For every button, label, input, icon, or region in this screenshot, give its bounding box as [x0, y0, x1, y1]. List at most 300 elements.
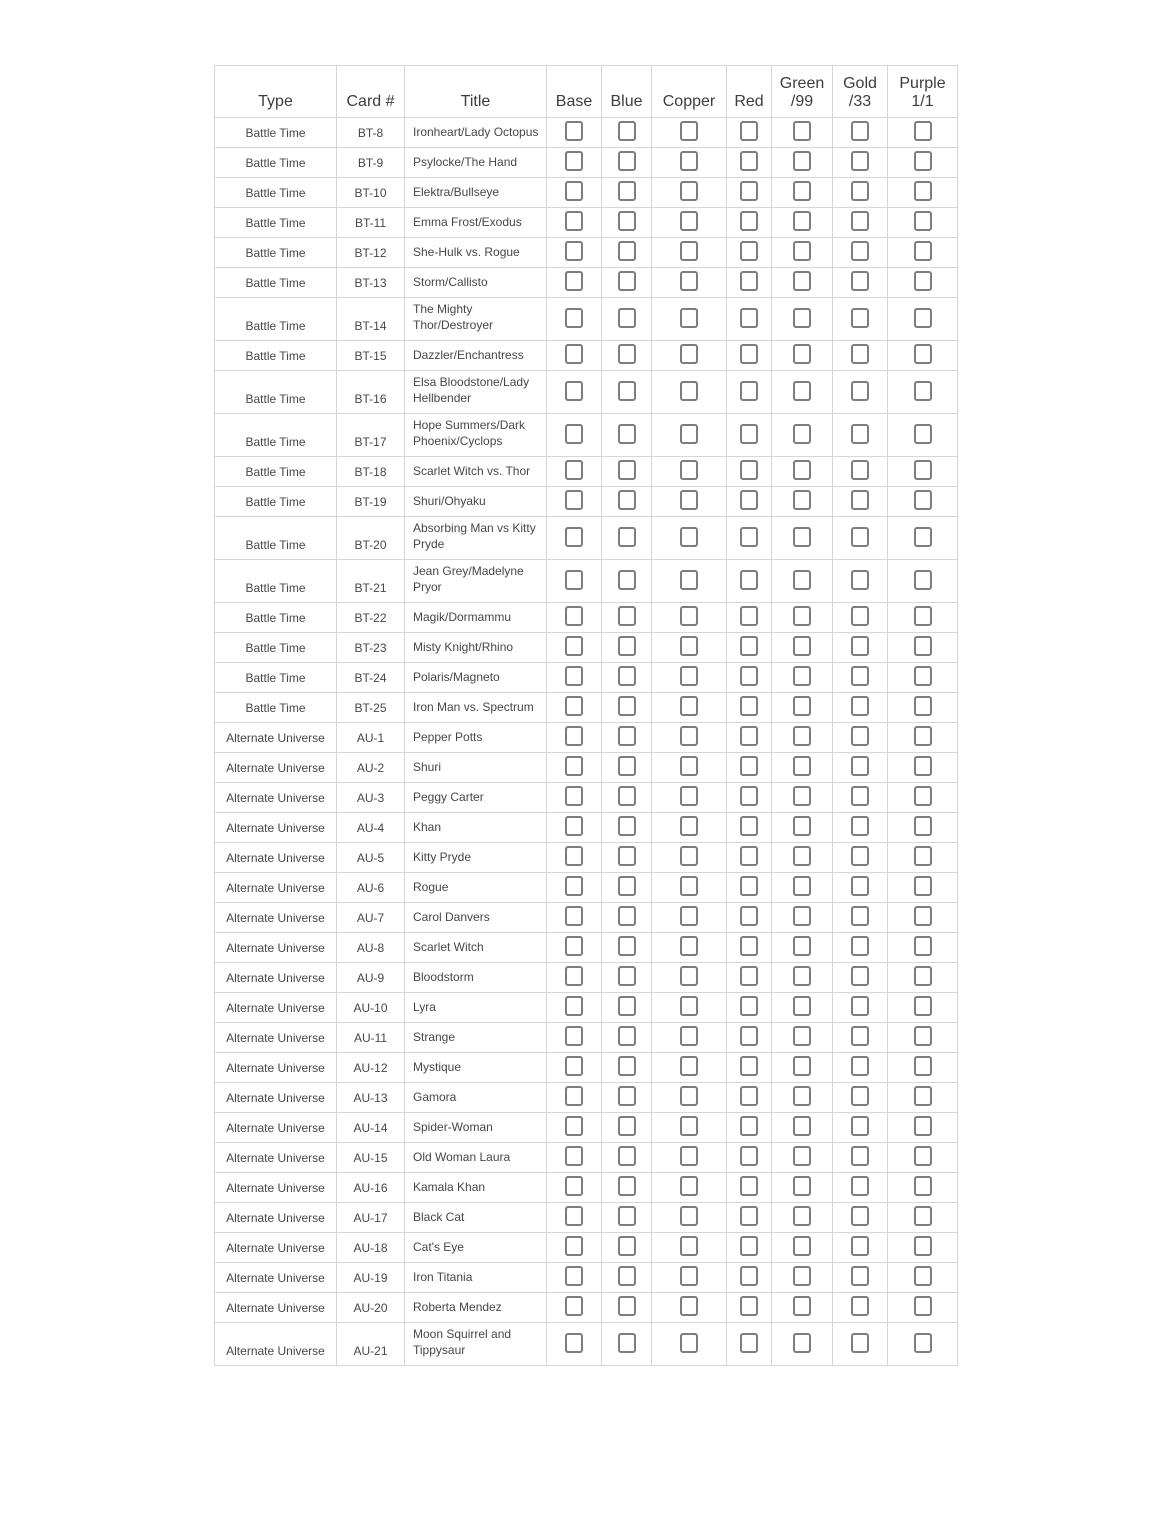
checkbox-gold[interactable]	[851, 756, 869, 776]
checkbox-blue[interactable]	[618, 936, 636, 956]
checkbox-red[interactable]	[740, 726, 758, 746]
checkbox-copper[interactable]	[680, 756, 698, 776]
checkbox-cell-copper	[652, 783, 727, 813]
checkbox-base[interactable]	[565, 570, 583, 590]
checkbox-red[interactable]	[740, 1236, 758, 1256]
checkbox-green[interactable]	[793, 570, 811, 590]
checkbox-base[interactable]	[565, 1116, 583, 1136]
checkbox-base[interactable]	[565, 271, 583, 291]
checkbox-cell-red	[727, 603, 772, 633]
table-row	[215, 517, 958, 560]
checkbox-green[interactable]	[793, 211, 811, 231]
checkbox-base[interactable]	[565, 1296, 583, 1316]
checkbox-purple[interactable]	[914, 816, 932, 836]
checkbox-blue[interactable]	[618, 726, 636, 746]
checkbox-copper[interactable]	[680, 726, 698, 746]
checkbox-purple[interactable]	[914, 490, 932, 510]
checkbox-purple[interactable]	[914, 606, 932, 626]
checkbox-green[interactable]	[793, 271, 811, 291]
checkbox-copper[interactable]	[680, 570, 698, 590]
checkbox-base[interactable]	[565, 906, 583, 926]
checkbox-gold[interactable]	[851, 490, 869, 510]
checkbox-red[interactable]	[740, 1056, 758, 1076]
checkbox-gold[interactable]	[851, 606, 869, 626]
title-cell: Rogue	[405, 873, 547, 903]
checkbox-green[interactable]	[793, 1176, 811, 1196]
checkbox-gold[interactable]	[851, 1236, 869, 1256]
checkbox-gold[interactable]	[851, 636, 869, 656]
checkbox-green[interactable]	[793, 906, 811, 926]
checkbox-red[interactable]	[740, 490, 758, 510]
checkbox-purple[interactable]	[914, 1176, 932, 1196]
checkbox-base[interactable]	[565, 996, 583, 1016]
checkbox-base[interactable]	[565, 696, 583, 716]
checkbox-blue[interactable]	[618, 996, 636, 1016]
checkbox-red[interactable]	[740, 344, 758, 364]
checkbox-purple[interactable]	[914, 1146, 932, 1166]
checkbox-red[interactable]	[740, 666, 758, 686]
checkbox-purple[interactable]	[914, 666, 932, 686]
checkbox-gold[interactable]	[851, 726, 869, 746]
checkbox-green[interactable]	[793, 308, 811, 328]
checkbox-blue[interactable]	[618, 816, 636, 836]
checkbox-cell-copper	[652, 1083, 727, 1113]
checkbox-copper[interactable]	[680, 241, 698, 261]
checkbox-green[interactable]	[793, 996, 811, 1016]
checkbox-blue[interactable]	[618, 1206, 636, 1226]
checkbox-red[interactable]	[740, 181, 758, 201]
checkbox-copper[interactable]	[680, 816, 698, 836]
checkbox-red[interactable]	[740, 816, 758, 836]
checkbox-red[interactable]	[740, 211, 758, 231]
checkbox-red[interactable]	[740, 906, 758, 926]
checkbox-green[interactable]	[793, 490, 811, 510]
checkbox-copper[interactable]	[680, 936, 698, 956]
checkbox-purple[interactable]	[914, 271, 932, 291]
checkbox-red[interactable]	[740, 1116, 758, 1136]
checkbox-green[interactable]	[793, 344, 811, 364]
checkbox-copper[interactable]	[680, 1266, 698, 1286]
checkbox-blue[interactable]	[618, 1026, 636, 1046]
checkbox-red[interactable]	[740, 1146, 758, 1166]
checkbox-purple[interactable]	[914, 966, 932, 986]
checkbox-red[interactable]	[740, 1086, 758, 1106]
checkbox-copper[interactable]	[680, 606, 698, 626]
checkbox-blue[interactable]	[618, 906, 636, 926]
checkbox-gold[interactable]	[851, 1146, 869, 1166]
checkbox-purple[interactable]	[914, 846, 932, 866]
checkbox-gold[interactable]	[851, 816, 869, 836]
checkbox-purple[interactable]	[914, 241, 932, 261]
checkbox-blue[interactable]	[618, 570, 636, 590]
checkbox-gold[interactable]	[851, 666, 869, 686]
checkbox-red[interactable]	[740, 696, 758, 716]
checkbox-base[interactable]	[565, 151, 583, 171]
checkbox-green[interactable]	[793, 121, 811, 141]
checkbox-gold[interactable]	[851, 966, 869, 986]
checkbox-copper[interactable]	[680, 308, 698, 328]
checkbox-gold[interactable]	[851, 846, 869, 866]
checkbox-base[interactable]	[565, 211, 583, 231]
checkbox-copper[interactable]	[680, 211, 698, 231]
checkbox-green[interactable]	[793, 696, 811, 716]
checkbox-green[interactable]	[793, 876, 811, 896]
checkbox-copper[interactable]	[680, 527, 698, 547]
checkbox-gold[interactable]	[851, 527, 869, 547]
checkbox-purple[interactable]	[914, 308, 932, 328]
checkbox-blue[interactable]	[618, 756, 636, 776]
checkbox-base[interactable]	[565, 1333, 583, 1353]
checkbox-base[interactable]	[565, 756, 583, 776]
checkbox-blue[interactable]	[618, 308, 636, 328]
checkbox-base[interactable]	[565, 816, 583, 836]
card-number-cell: AU-20	[337, 1293, 405, 1323]
checkbox-blue[interactable]	[618, 696, 636, 716]
checkbox-copper[interactable]	[680, 121, 698, 141]
checkbox-gold[interactable]	[851, 696, 869, 716]
checkbox-base[interactable]	[565, 636, 583, 656]
checkbox-copper[interactable]	[680, 996, 698, 1016]
checkbox-base[interactable]	[565, 966, 583, 986]
title-cell: Hope Summers/Dark Phoenix/Cyclops	[405, 414, 547, 457]
checkbox-green[interactable]	[793, 816, 811, 836]
checkbox-base[interactable]	[565, 424, 583, 444]
checkbox-gold[interactable]	[851, 381, 869, 401]
checkbox-red[interactable]	[740, 151, 758, 171]
checkbox-red[interactable]	[740, 876, 758, 896]
checkbox-gold[interactable]	[851, 786, 869, 806]
checkbox-blue[interactable]	[618, 344, 636, 364]
checkbox-gold[interactable]	[851, 906, 869, 926]
checkbox-base[interactable]	[565, 344, 583, 364]
checkbox-red[interactable]	[740, 121, 758, 141]
checkbox-copper[interactable]	[680, 1116, 698, 1136]
checkbox-blue[interactable]	[618, 606, 636, 626]
title-cell: Cat's Eye	[405, 1233, 547, 1263]
checkbox-purple[interactable]	[914, 570, 932, 590]
checkbox-gold[interactable]	[851, 1056, 869, 1076]
checkbox-base[interactable]	[565, 527, 583, 547]
checkbox-red[interactable]	[740, 1266, 758, 1286]
checkbox-base[interactable]	[565, 490, 583, 510]
checkbox-base[interactable]	[565, 1086, 583, 1106]
checkbox-blue[interactable]	[618, 1116, 636, 1136]
checkbox-blue[interactable]	[618, 1086, 636, 1106]
checkbox-base[interactable]	[565, 876, 583, 896]
checkbox-green[interactable]	[793, 1296, 811, 1316]
checkbox-purple[interactable]	[914, 1296, 932, 1316]
checkbox-gold[interactable]	[851, 1116, 869, 1136]
checkbox-red[interactable]	[740, 636, 758, 656]
checkbox-blue[interactable]	[618, 211, 636, 231]
checkbox-purple[interactable]	[914, 936, 932, 956]
checkbox-copper[interactable]	[680, 636, 698, 656]
checkbox-base[interactable]	[565, 1206, 583, 1226]
checkbox-purple[interactable]	[914, 527, 932, 547]
checkbox-blue[interactable]	[618, 271, 636, 291]
checkbox-cell-purple	[888, 371, 958, 414]
checkbox-blue[interactable]	[618, 424, 636, 444]
checkbox-green[interactable]	[793, 1116, 811, 1136]
checkbox-blue[interactable]	[618, 490, 636, 510]
checkbox-gold[interactable]	[851, 424, 869, 444]
checkbox-red[interactable]	[740, 786, 758, 806]
checkbox-gold[interactable]	[851, 121, 869, 141]
checkbox-red[interactable]	[740, 606, 758, 626]
checkbox-red[interactable]	[740, 1176, 758, 1196]
checkbox-gold[interactable]	[851, 460, 869, 480]
checkbox-red[interactable]	[740, 527, 758, 547]
checkbox-gold[interactable]	[851, 308, 869, 328]
type-cell: Battle Time	[215, 148, 337, 178]
table-row	[215, 414, 958, 457]
checkbox-gold[interactable]	[851, 876, 869, 896]
checkbox-copper[interactable]	[680, 1146, 698, 1166]
checkbox-copper[interactable]	[680, 1086, 698, 1106]
checkbox-gold[interactable]	[851, 211, 869, 231]
checkbox-base[interactable]	[565, 726, 583, 746]
checkbox-green[interactable]	[793, 1266, 811, 1286]
checkbox-red[interactable]	[740, 846, 758, 866]
checkbox-copper[interactable]	[680, 876, 698, 896]
checkbox-blue[interactable]	[618, 1236, 636, 1256]
checkbox-blue[interactable]	[618, 666, 636, 686]
checkbox-gold[interactable]	[851, 271, 869, 291]
checkbox-copper[interactable]	[680, 181, 698, 201]
checkbox-copper[interactable]	[680, 460, 698, 480]
checkbox-red[interactable]	[740, 381, 758, 401]
checkbox-green[interactable]	[793, 936, 811, 956]
checkbox-green[interactable]	[793, 460, 811, 480]
checkbox-gold[interactable]	[851, 1206, 869, 1226]
checkbox-purple[interactable]	[914, 181, 932, 201]
column-header-card	[337, 66, 405, 118]
checkbox-purple[interactable]	[914, 1116, 932, 1136]
checkbox-gold[interactable]	[851, 241, 869, 261]
checkbox-red[interactable]	[740, 460, 758, 480]
checkbox-gold[interactable]	[851, 996, 869, 1016]
checkbox-blue[interactable]	[618, 966, 636, 986]
checkbox-blue[interactable]	[618, 121, 636, 141]
checkbox-gold[interactable]	[851, 1296, 869, 1316]
checkbox-purple[interactable]	[914, 636, 932, 656]
checkbox-base[interactable]	[565, 308, 583, 328]
checkbox-copper[interactable]	[680, 271, 698, 291]
checkbox-gold[interactable]	[851, 1086, 869, 1106]
checkbox-copper[interactable]	[680, 1236, 698, 1256]
checkbox-green[interactable]	[793, 1086, 811, 1106]
column-header-copper	[652, 66, 727, 118]
checkbox-blue[interactable]	[618, 151, 636, 171]
checkbox-blue[interactable]	[618, 1146, 636, 1166]
checkbox-base[interactable]	[565, 846, 583, 866]
checkbox-blue[interactable]	[618, 876, 636, 896]
checkbox-blue[interactable]	[618, 1266, 636, 1286]
checkbox-gold[interactable]	[851, 1176, 869, 1196]
checkbox-blue[interactable]	[618, 846, 636, 866]
checkbox-red[interactable]	[740, 996, 758, 1016]
checkbox-copper[interactable]	[680, 966, 698, 986]
checkbox-copper[interactable]	[680, 666, 698, 686]
checkbox-green[interactable]	[793, 241, 811, 261]
checkbox-base[interactable]	[565, 460, 583, 480]
checkbox-blue[interactable]	[618, 636, 636, 656]
checkbox-purple[interactable]	[914, 424, 932, 444]
checkbox-base[interactable]	[565, 1236, 583, 1256]
checkbox-red[interactable]	[740, 966, 758, 986]
checkbox-copper[interactable]	[680, 1333, 698, 1353]
checkbox-purple[interactable]	[914, 121, 932, 141]
checkbox-base[interactable]	[565, 606, 583, 626]
checkbox-gold[interactable]	[851, 1333, 869, 1353]
checkbox-base[interactable]	[565, 121, 583, 141]
checkbox-blue[interactable]	[618, 1056, 636, 1076]
type-cell: Alternate Universe	[215, 1053, 337, 1083]
checkbox-blue[interactable]	[618, 1176, 636, 1196]
checkbox-green[interactable]	[793, 151, 811, 171]
checkbox-blue[interactable]	[618, 381, 636, 401]
checkbox-blue[interactable]	[618, 527, 636, 547]
checkbox-copper[interactable]	[680, 424, 698, 444]
checkbox-red[interactable]	[740, 1026, 758, 1046]
checkbox-cell-blue	[602, 843, 652, 873]
checkbox-copper[interactable]	[680, 1206, 698, 1226]
checkbox-gold[interactable]	[851, 1266, 869, 1286]
checkbox-purple[interactable]	[914, 906, 932, 926]
checkbox-green[interactable]	[793, 1333, 811, 1353]
checkbox-green[interactable]	[793, 181, 811, 201]
checkbox-purple[interactable]	[914, 876, 932, 896]
checkbox-purple[interactable]	[914, 756, 932, 776]
checkbox-green[interactable]	[793, 966, 811, 986]
checkbox-blue[interactable]	[618, 1333, 636, 1353]
checkbox-base[interactable]	[565, 1176, 583, 1196]
checkbox-copper[interactable]	[680, 344, 698, 364]
checkbox-gold[interactable]	[851, 151, 869, 171]
checkbox-copper[interactable]	[680, 696, 698, 716]
checkbox-red[interactable]	[740, 271, 758, 291]
checkbox-red[interactable]	[740, 424, 758, 444]
checkbox-green[interactable]	[793, 1146, 811, 1166]
checkbox-copper[interactable]	[680, 846, 698, 866]
checkbox-cell-purple	[888, 1023, 958, 1053]
checkbox-blue[interactable]	[618, 241, 636, 261]
checkbox-cell-purple	[888, 783, 958, 813]
checkbox-red[interactable]	[740, 241, 758, 261]
checkbox-green[interactable]	[793, 666, 811, 686]
checkbox-base[interactable]	[565, 241, 583, 261]
checkbox-copper[interactable]	[680, 1176, 698, 1196]
checkbox-purple[interactable]	[914, 1056, 932, 1076]
checkbox-copper[interactable]	[680, 381, 698, 401]
checkbox-gold[interactable]	[851, 1026, 869, 1046]
checkbox-green[interactable]	[793, 606, 811, 626]
checkbox-blue[interactable]	[618, 786, 636, 806]
checkbox-base[interactable]	[565, 1146, 583, 1166]
checkbox-purple[interactable]	[914, 996, 932, 1016]
checkbox-cell-gold	[833, 993, 888, 1023]
checkbox-blue[interactable]	[618, 181, 636, 201]
checkbox-base[interactable]	[565, 1266, 583, 1286]
table-row	[215, 371, 958, 414]
checkbox-green[interactable]	[793, 846, 811, 866]
checkbox-purple[interactable]	[914, 151, 932, 171]
checkbox-green[interactable]	[793, 756, 811, 776]
checkbox-green[interactable]	[793, 726, 811, 746]
checkbox-purple[interactable]	[914, 1333, 932, 1353]
checkbox-purple[interactable]	[914, 344, 932, 364]
checkbox-cell-copper	[652, 723, 727, 753]
checkbox-copper[interactable]	[680, 1026, 698, 1046]
checkbox-gold[interactable]	[851, 344, 869, 364]
checkbox-red[interactable]	[740, 1333, 758, 1353]
checkbox-green[interactable]	[793, 1206, 811, 1226]
checkbox-blue[interactable]	[618, 460, 636, 480]
checkbox-red[interactable]	[740, 1206, 758, 1226]
table-row	[215, 663, 958, 693]
checkbox-base[interactable]	[565, 181, 583, 201]
checkbox-purple[interactable]	[914, 1086, 932, 1106]
checkbox-copper[interactable]	[680, 906, 698, 926]
checkbox-purple[interactable]	[914, 1236, 932, 1256]
checkbox-copper[interactable]	[680, 1296, 698, 1316]
checkbox-red[interactable]	[740, 936, 758, 956]
checkbox-green[interactable]	[793, 527, 811, 547]
checkbox-purple[interactable]	[914, 460, 932, 480]
checkbox-green[interactable]	[793, 424, 811, 444]
checkbox-green[interactable]	[793, 786, 811, 806]
checkbox-purple[interactable]	[914, 1206, 932, 1226]
checkbox-gold[interactable]	[851, 936, 869, 956]
checkbox-base[interactable]	[565, 786, 583, 806]
checkbox-base[interactable]	[565, 936, 583, 956]
checkbox-base[interactable]	[565, 1026, 583, 1046]
checkbox-purple[interactable]	[914, 1026, 932, 1046]
checkbox-red[interactable]	[740, 570, 758, 590]
checkbox-cell-purple	[888, 903, 958, 933]
checkbox-green[interactable]	[793, 381, 811, 401]
checkbox-purple[interactable]	[914, 696, 932, 716]
checkbox-base[interactable]	[565, 666, 583, 686]
card-number-cell: AU-11	[337, 1023, 405, 1053]
checkbox-green[interactable]	[793, 636, 811, 656]
checkbox-copper[interactable]	[680, 151, 698, 171]
checkbox-copper[interactable]	[680, 490, 698, 510]
checkbox-copper[interactable]	[680, 786, 698, 806]
checkbox-green[interactable]	[793, 1026, 811, 1046]
checkbox-copper[interactable]	[680, 1056, 698, 1076]
checkbox-blue[interactable]	[618, 1296, 636, 1316]
checkbox-purple[interactable]	[914, 786, 932, 806]
checkbox-base[interactable]	[565, 381, 583, 401]
checkbox-cell-gold	[833, 118, 888, 148]
checkbox-green[interactable]	[793, 1056, 811, 1076]
checkbox-gold[interactable]	[851, 181, 869, 201]
checkbox-base[interactable]	[565, 1056, 583, 1076]
checkbox-cell-blue	[602, 1263, 652, 1293]
checkbox-purple[interactable]	[914, 211, 932, 231]
checkbox-red[interactable]	[740, 1296, 758, 1316]
checkbox-cell-purple	[888, 1323, 958, 1366]
checkbox-purple[interactable]	[914, 726, 932, 746]
checkbox-purple[interactable]	[914, 381, 932, 401]
checkbox-red[interactable]	[740, 308, 758, 328]
checkbox-purple[interactable]	[914, 1266, 932, 1286]
checkbox-red[interactable]	[740, 756, 758, 776]
checkbox-cell-green	[772, 371, 833, 414]
checkbox-gold[interactable]	[851, 570, 869, 590]
checkbox-green[interactable]	[793, 1236, 811, 1256]
